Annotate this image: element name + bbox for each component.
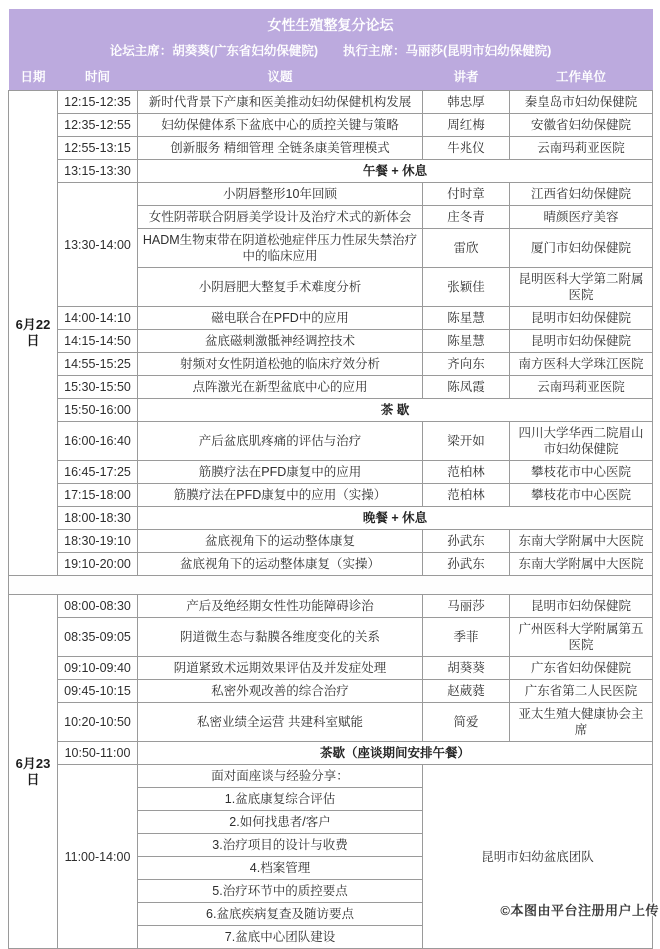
date-cell: 6月23日 — [9, 595, 58, 949]
time-cell: 13:30-14:00 — [58, 183, 138, 307]
time-cell: 09:45-10:15 — [58, 680, 138, 703]
topic-cell: 盆底视角下的运动整体康复（实操） — [138, 553, 423, 576]
speaker-cell: 孙武东 — [423, 553, 510, 576]
topic-cell: 私密外观改善的综合治疗 — [138, 680, 423, 703]
table-row — [9, 618, 653, 657]
speaker-cell: 孙武东 — [423, 530, 510, 553]
time-cell: 13:15-13:30 — [58, 160, 138, 183]
time-cell: 08:35-09:05 — [58, 618, 138, 657]
org-cell: 昆明市妇幼盆底团队 — [423, 765, 653, 949]
time-cell: 18:00-18:30 — [58, 507, 138, 530]
topic-cell: 小阴唇整形10年回顾 — [138, 183, 423, 206]
time-cell: 16:45-17:25 — [58, 461, 138, 484]
time-cell: 10:50-11:00 — [58, 742, 138, 765]
topic-cell: 私密业绩全运营 共建科室赋能 — [138, 703, 423, 742]
topic-cell: 产后盆底肌疼痛的评估与治疗 — [138, 422, 423, 461]
schedule-table — [8, 9, 653, 949]
col-header-org: 工作单位 — [510, 66, 653, 91]
topic-cell: 5.治疗环节中的质控要点 — [138, 880, 423, 903]
col-header-date: 日期 — [9, 66, 58, 91]
table-row — [9, 160, 653, 183]
table-row — [9, 461, 653, 484]
org-cell: 云南玛莉亚医院 — [510, 137, 653, 160]
table-row — [9, 399, 653, 422]
time-cell: 15:30-15:50 — [58, 376, 138, 399]
topic-cell: 阴道微生态与黏膜各维度变化的关系 — [138, 618, 423, 657]
time-cell: 14:55-15:25 — [58, 353, 138, 376]
time-cell: 08:00-08:30 — [58, 595, 138, 618]
time-cell: 18:30-19:10 — [58, 530, 138, 553]
column-header-row — [9, 66, 653, 91]
topic-cell: 筋膜疗法在PFD康复中的应用（实操） — [138, 484, 423, 507]
topic-cell: 女性阴蒂联合阴唇美学设计及治疗术式的新体会 — [138, 206, 423, 229]
table-row — [9, 595, 653, 618]
table-row — [9, 422, 653, 461]
chairs-row — [9, 36, 653, 66]
time-cell: 14:15-14:50 — [58, 330, 138, 353]
day-separator-row — [9, 576, 653, 595]
day-separator-cell — [9, 576, 653, 595]
topic-cell: 7.盆底中心团队建设 — [138, 926, 423, 949]
topic-cell: 1.盆底康复综合评估 — [138, 788, 423, 811]
forum-title: 女性生殖整复分论坛 — [9, 9, 653, 36]
topic-cell: HADM生物束带在阴道松弛症伴压力性尿失禁治疗中的临床应用 — [138, 229, 423, 268]
org-cell: 晴颜医疗美容 — [510, 206, 653, 229]
time-cell: 09:10-09:40 — [58, 657, 138, 680]
time-cell: 14:00-14:10 — [58, 307, 138, 330]
topic-cell: 2.如何找患者/客户 — [138, 811, 423, 834]
time-cell: 16:00-16:40 — [58, 422, 138, 461]
speaker-cell: 雷欣 — [423, 229, 510, 268]
topic-cell: 4.档案管理 — [138, 857, 423, 880]
table-row — [9, 553, 653, 576]
org-cell: 广东省第二人民医院 — [510, 680, 653, 703]
org-cell: 广东省妇幼保健院 — [510, 657, 653, 680]
break-cell: 茶 歇 — [138, 399, 653, 422]
topic-cell: 面对面座谈与经验分享： — [138, 765, 423, 788]
speaker-cell: 陈凤霞 — [423, 376, 510, 399]
org-cell: 昆明市妇幼保健院 — [510, 595, 653, 618]
time-cell: 11:00-14:00 — [58, 765, 138, 949]
time-cell: 10:20-10:50 — [58, 703, 138, 742]
table-row — [9, 765, 653, 788]
speaker-cell: 胡葵葵 — [423, 657, 510, 680]
table-row — [9, 307, 653, 330]
org-cell: 攀枝花市中心医院 — [510, 484, 653, 507]
topic-cell: 筋膜疗法在PFD康复中的应用 — [138, 461, 423, 484]
org-cell: 东南大学附属中大医院 — [510, 553, 653, 576]
org-cell: 昆明市妇幼保健院 — [510, 330, 653, 353]
table-row — [9, 376, 653, 399]
speaker-cell: 韩忠厚 — [423, 91, 510, 114]
time-cell: 19:10-20:00 — [58, 553, 138, 576]
org-cell: 四川大学华西二院眉山市妇幼保健院 — [510, 422, 653, 461]
org-cell: 秦皇岛市妇幼保健院 — [510, 91, 653, 114]
speaker-cell: 陈星慧 — [423, 307, 510, 330]
watermark: ©本图由平台注册用户上传 — [500, 903, 659, 918]
topic-cell: 妇幼保健体系下盆底中心的质控关键与策略 — [138, 114, 423, 137]
topic-cell: 3.治疗项目的设计与收费 — [138, 834, 423, 857]
col-header-topic: 议题 — [138, 66, 423, 91]
speaker-cell: 范柏林 — [423, 461, 510, 484]
speaker-cell: 范柏林 — [423, 484, 510, 507]
org-cell: 江西省妇幼保健院 — [510, 183, 653, 206]
topic-cell: 磁电联合在PFD中的应用 — [138, 307, 423, 330]
time-cell: 15:50-16:00 — [58, 399, 138, 422]
speaker-cell: 庄冬青 — [423, 206, 510, 229]
time-cell: 12:55-13:15 — [58, 137, 138, 160]
speaker-cell: 付时章 — [423, 183, 510, 206]
time-cell: 17:15-18:00 — [58, 484, 138, 507]
speaker-cell: 牛兆仪 — [423, 137, 510, 160]
break-cell: 晚餐 + 休息 — [138, 507, 653, 530]
topic-cell: 产后及绝经期女性性功能障碍诊治 — [138, 595, 423, 618]
speaker-cell: 齐向东 — [423, 353, 510, 376]
schedule-body — [9, 91, 653, 949]
table-row — [9, 330, 653, 353]
forum-chairs: 论坛主席：胡葵葵(广东省妇幼保健院) 执行主席：马丽莎(昆明市妇幼保健院) — [9, 36, 653, 66]
break-cell: 午餐 + 休息 — [138, 160, 653, 183]
table-row — [9, 742, 653, 765]
org-cell: 昆明市妇幼保健院 — [510, 307, 653, 330]
table-row — [9, 484, 653, 507]
topic-cell: 盆底磁刺激骶神经调控技术 — [138, 330, 423, 353]
speaker-cell: 赵葳蕤 — [423, 680, 510, 703]
org-cell: 厦门市妇幼保健院 — [510, 229, 653, 268]
table-row — [9, 183, 653, 206]
table-row — [9, 680, 653, 703]
speaker-cell: 周红梅 — [423, 114, 510, 137]
topic-cell: 小阴唇肥大整复手术难度分析 — [138, 268, 423, 307]
table-row — [9, 137, 653, 160]
table-row — [9, 353, 653, 376]
col-header-time: 时间 — [58, 66, 138, 91]
table-row — [9, 703, 653, 742]
org-cell: 亚太生殖大健康协会主席 — [510, 703, 653, 742]
time-cell: 12:35-12:55 — [58, 114, 138, 137]
topic-cell: 6.盆底疾病复查及随访要点 — [138, 903, 423, 926]
topic-cell: 阴道紧致术远期效果评估及并发症处理 — [138, 657, 423, 680]
speaker-cell: 陈星慧 — [423, 330, 510, 353]
org-cell: 南方医科大学珠江医院 — [510, 353, 653, 376]
topic-cell: 射频对女性阴道松弛的临床疗效分析 — [138, 353, 423, 376]
date-cell: 6月22日 — [9, 91, 58, 576]
org-cell: 安徽省妇幼保健院 — [510, 114, 653, 137]
topic-cell: 新时代背景下产康和医美推动妇幼保健机构发展 — [138, 91, 423, 114]
org-cell: 昆明医科大学第二附属医院 — [510, 268, 653, 307]
speaker-cell: 马丽莎 — [423, 595, 510, 618]
org-cell: 云南玛莉亚医院 — [510, 376, 653, 399]
speaker-cell: 张颖佳 — [423, 268, 510, 307]
table-row — [9, 507, 653, 530]
topic-cell: 盆底视角下的运动整体康复 — [138, 530, 423, 553]
speaker-cell: 梁开如 — [423, 422, 510, 461]
table-row — [9, 657, 653, 680]
col-header-speaker: 讲者 — [423, 66, 510, 91]
table-row — [9, 114, 653, 137]
title-row — [9, 9, 653, 36]
topic-cell: 创新服务 精细管理 全链条康美管理模式 — [138, 137, 423, 160]
speaker-cell: 季菲 — [423, 618, 510, 657]
table-row — [9, 91, 653, 114]
break-cell: 茶歇（座谈期间安排午餐） — [138, 742, 653, 765]
org-cell: 广州医科大学附属第五医院 — [510, 618, 653, 657]
topic-cell: 点阵激光在新型盆底中心的应用 — [138, 376, 423, 399]
speaker-cell: 简爱 — [423, 703, 510, 742]
time-cell: 12:15-12:35 — [58, 91, 138, 114]
org-cell: 攀枝花市中心医院 — [510, 461, 653, 484]
table-row — [9, 530, 653, 553]
org-cell: 东南大学附属中大医院 — [510, 530, 653, 553]
